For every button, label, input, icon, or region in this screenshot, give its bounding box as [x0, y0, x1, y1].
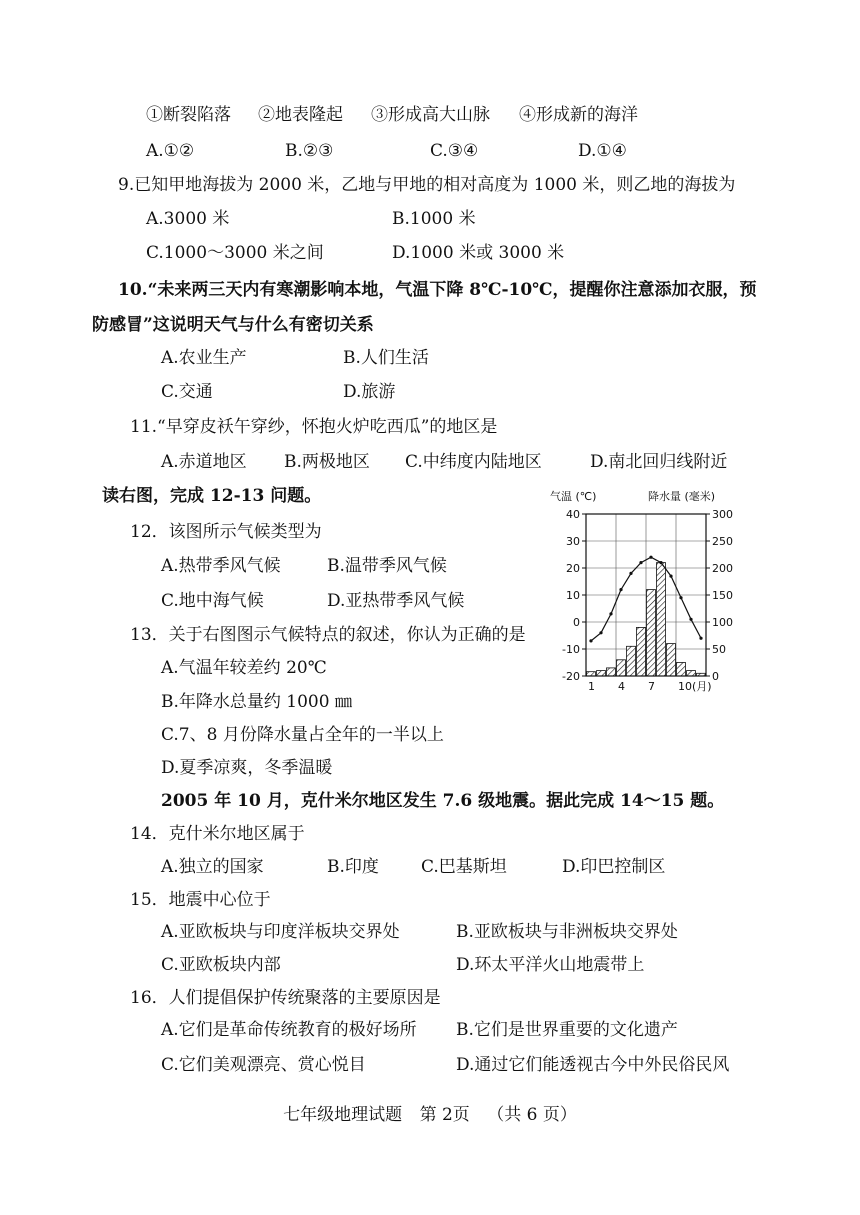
q16-option-d: D.通过它们能透视古今中外民俗民风: [456, 1055, 730, 1075]
precip-bar-2: [597, 671, 606, 676]
q14-option-d: D.印巴控制区: [562, 857, 666, 877]
q16-option-b: B.它们是世界重要的文化遗产: [456, 1020, 678, 1040]
q12-stem: 12．该图所示气候类型为: [130, 522, 322, 542]
temp-point-9: [669, 575, 672, 578]
precip-bar-4: [617, 660, 626, 676]
precip-bar-10: [677, 663, 686, 677]
q8-option-c: C.③④: [430, 141, 479, 161]
q10-stem-line1: 10.“未来两三天内有寒潮影响本地，气温下降 8℃-10℃，提醒你注意添加衣服，预: [118, 280, 757, 300]
q13-option-a: A.气温年较差约 20℃: [161, 658, 327, 678]
q13-option-b: B.年降水总量约 1000 ㎜: [161, 692, 352, 712]
temp-point-3: [609, 612, 612, 615]
q9-option-b: B.1000 米: [392, 209, 476, 229]
temp-point-7: [649, 556, 652, 559]
quake-intro: 2005 年 10 月，克什米尔地区发生 7.6 级地震。据此完成 14～15 题。: [161, 791, 725, 811]
x-tick-label: 4: [618, 680, 625, 693]
q16-stem: 16．人们提倡保护传统聚落的主要原因是: [130, 988, 441, 1008]
q8-statement-2: ②地表隆起: [258, 105, 343, 125]
right-tick-label: 250: [712, 535, 733, 548]
footer-total: （共 6 页）: [487, 1105, 577, 1125]
left-tick-label: 20: [566, 562, 580, 575]
q15-option-c: C.亚欧板块内部: [161, 955, 281, 975]
footer-title: 七年级地理试题: [283, 1105, 403, 1125]
q8-statement-3: ③形成高大山脉: [371, 105, 490, 125]
precip-bar-11: [687, 671, 696, 676]
precip-bar-9: [667, 644, 676, 676]
q10-option-c: C.交通: [161, 382, 213, 402]
right-tick-label: 50: [712, 643, 726, 656]
climate-chart: [548, 486, 733, 696]
q9-option-c: C.1000～3000 米之间: [146, 243, 324, 263]
q15-option-b: B.亚欧板块与非洲板块交界处: [456, 922, 678, 942]
q8-statement-1: ①断裂陷落: [146, 105, 231, 125]
right-tick-label: 100: [712, 616, 733, 629]
q8-option-b: B.②③: [285, 141, 334, 161]
right-tick-label: 200: [712, 562, 733, 575]
q14-option-a: A.独立的国家: [161, 857, 264, 877]
left-tick-label: 30: [566, 535, 580, 548]
temp-point-8: [659, 561, 662, 564]
q12-option-c: C.地中海气候: [161, 591, 264, 611]
q14-option-b: B.印度: [327, 857, 379, 877]
q10-option-d: D.旅游: [343, 382, 396, 402]
temp-point-11: [689, 618, 692, 621]
footer-page: 第 2页: [419, 1105, 470, 1125]
q12-option-d: D.亚热带季风气候: [327, 591, 465, 611]
q10-option-b: B.人们生活: [343, 348, 429, 368]
temp-point-1: [589, 639, 592, 642]
left-tick-label: 0: [573, 616, 580, 629]
q8-option-d: D.①④: [578, 141, 627, 161]
q15-option-a: A.亚欧板块与印度洋板块交界处: [161, 922, 400, 942]
left-tick-label: -20: [562, 670, 580, 683]
left-tick-label: 10: [566, 589, 580, 602]
q16-option-c: C.它们美观漂亮、赏心悦目: [161, 1055, 366, 1075]
right-tick-label: 300: [712, 508, 733, 521]
left-tick-label: 40: [566, 508, 580, 521]
temp-point-5: [629, 572, 632, 575]
q11-option-d: D.南北回归线附近: [590, 452, 728, 472]
precip-bar-5: [627, 646, 636, 676]
temp-point-4: [619, 588, 622, 591]
q15-option-d: D.环太平洋火山地震带上: [456, 955, 645, 975]
precip-bar-8: [657, 563, 666, 676]
temp-point-12: [699, 637, 702, 640]
temp-point-10: [679, 596, 682, 599]
chart-grid: [586, 514, 706, 676]
q10-stem-line2: 防感冒”这说明天气与什么有密切关系: [92, 315, 374, 335]
right-tick-label: 150: [712, 589, 733, 602]
temp-point-6: [639, 561, 642, 564]
temp-axis-label: 气温 (℃): [550, 490, 597, 503]
q13-stem: 13．关于右图图示气候特点的叙述，你认为正确的是: [130, 625, 526, 645]
q9-option-d: D.1000 米或 3000 米: [392, 243, 565, 263]
q10-option-a: A.农业生产: [161, 348, 247, 368]
q12-option-b: B.温带季风气候: [327, 556, 447, 576]
q12-option-a: A.热带季风气候: [161, 556, 281, 576]
precip-axis-label: 降水量 (毫米): [648, 490, 716, 503]
q15-stem: 15．地震中心位于: [130, 890, 271, 910]
precip-bar-6: [637, 627, 646, 676]
q11-stem: 11.“早穿皮袄午穿纱，怀抱火炉吃西瓜”的地区是: [130, 417, 498, 437]
x-tick-label: 1: [588, 680, 595, 693]
q9-stem: 9.已知甲地海拔为 2000 米，乙地与甲地的相对高度为 1000 米，则乙地的海拔为: [118, 175, 736, 195]
q8-statement-4: ④形成新的海洋: [519, 105, 638, 125]
x-tick-label: 7: [648, 680, 655, 693]
temp-point-2: [599, 631, 602, 634]
precip-bar-7: [647, 590, 656, 676]
q14-option-c: C.巴基斯坦: [421, 857, 507, 877]
q13-option-c: C.7、8 月份降水量占全年的一半以上: [161, 725, 444, 745]
precip-bar-1: [587, 672, 596, 676]
q9-option-a: A.3000 米: [146, 209, 230, 229]
x-tick-label: 10(月): [678, 680, 712, 693]
q8-option-a: A.①②: [146, 141, 195, 161]
q13-option-d: D.夏季凉爽，冬季温暖: [161, 758, 333, 778]
q11-option-c: C.中纬度内陆地区: [405, 452, 542, 472]
q16-option-a: A.它们是革命传统教育的极好场所: [161, 1020, 417, 1040]
precip-bar-3: [607, 668, 616, 676]
read-chart-prompt: 读右图，完成 12-13 问题。: [102, 486, 322, 506]
q11-option-a: A.赤道地区: [161, 452, 247, 472]
page-footer: [0, 1100, 860, 1125]
q11-option-b: B.两极地区: [284, 452, 370, 472]
right-tick-label: 0: [712, 670, 719, 683]
left-tick-label: -10: [562, 643, 580, 656]
q14-stem: 14．克什米尔地区属于: [130, 824, 305, 844]
